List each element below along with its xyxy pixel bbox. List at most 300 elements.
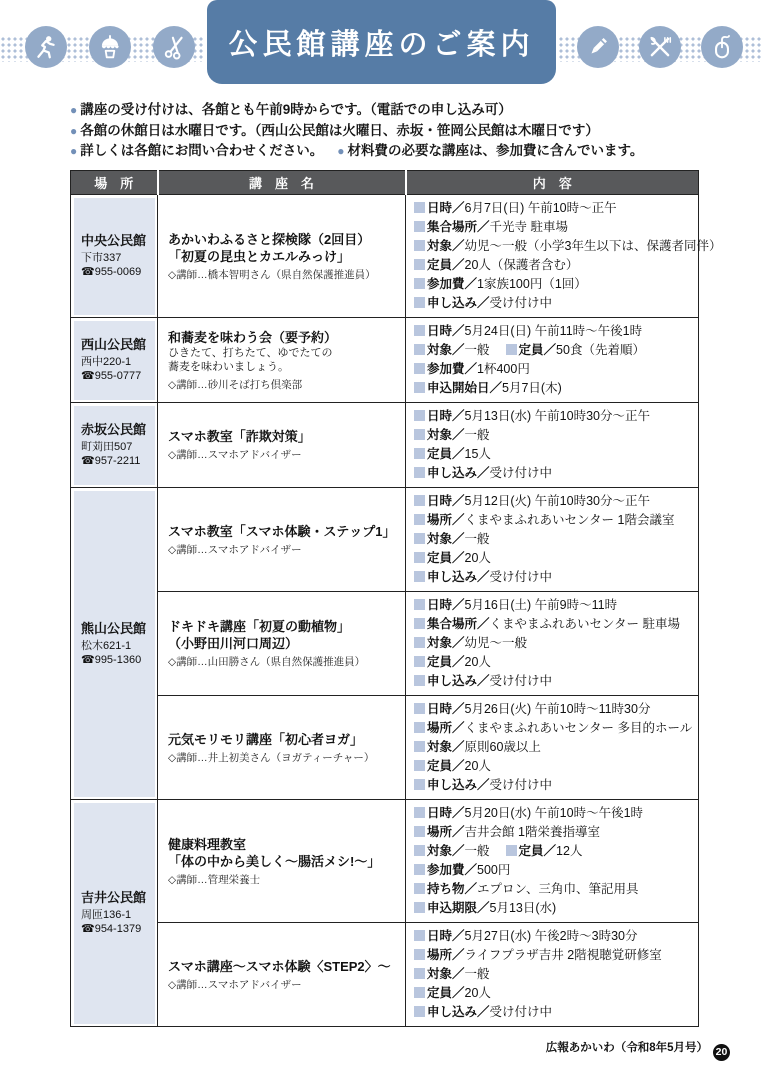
course-lecturer: ◇講師…スマホアドバイザー (168, 543, 302, 556)
square-bullet-icon (414, 930, 425, 941)
detail-label: 対象／ (427, 844, 465, 858)
square-bullet-icon (414, 514, 425, 525)
intro-line-2 (70, 121, 700, 142)
detail-label: 対象／ (427, 967, 465, 981)
square-bullet-icon (414, 344, 425, 355)
detail-item (414, 825, 600, 839)
detail-value: 20人 (464, 986, 491, 1000)
column-header-course: 講 座 名 (158, 171, 406, 195)
detail-label: 申し込み／ (427, 296, 490, 310)
detail-label: 定員／ (427, 655, 465, 669)
detail-label: 定員／ (427, 258, 465, 272)
detail-label: 集合場所／ (427, 617, 490, 631)
location-info (74, 886, 154, 940)
pencil-icon (577, 26, 619, 68)
square-bullet-icon (506, 344, 517, 355)
location-phone: ☎995-1360 (81, 653, 142, 666)
detail-value: くまやまふれあいセンター 多目的ホール (464, 721, 693, 735)
detail-value: 5月13日(水) (489, 901, 557, 915)
detail-label: 定員／ (427, 759, 465, 773)
detail-value: 5月16日(土) 午前9時～11時 (464, 598, 618, 612)
detail-value: 受け付け中 (489, 466, 553, 480)
detail-item (414, 674, 552, 688)
detail-line (414, 1003, 694, 1022)
detail-label: 参加費／ (427, 362, 478, 376)
detail-item (414, 362, 530, 376)
detail-line (414, 615, 694, 634)
square-bullet-icon (414, 675, 425, 686)
course-row (71, 800, 699, 923)
detail-item (414, 702, 650, 716)
detail-label: 定員／ (427, 447, 465, 461)
square-bullet-icon (414, 845, 425, 856)
detail-line (414, 294, 694, 313)
detail-value: 20人 (464, 759, 491, 773)
detail-line (414, 880, 694, 899)
detail-item (414, 277, 587, 291)
detail-label: 対象／ (427, 239, 465, 253)
course-lecturer: ◇講師…スマホアドバイザー (168, 449, 302, 461)
location-phone: ☎954-1379 (81, 923, 142, 935)
detail-value: 一般 (464, 343, 490, 357)
detail-item (414, 343, 490, 357)
detail-item (506, 844, 583, 858)
square-bullet-icon (414, 779, 425, 790)
detail-line (414, 237, 722, 256)
detail-item (506, 343, 645, 357)
course-row (71, 696, 699, 800)
square-bullet-icon (414, 637, 425, 648)
course-cell (158, 195, 406, 318)
detail-item (414, 551, 491, 565)
page-footer (0, 1039, 730, 1061)
location-name: 吉井公民館 (81, 890, 147, 905)
location-cell (71, 488, 158, 800)
detail-label: 集合場所／ (427, 220, 490, 234)
course-title: あかいわふるさと探検隊（2回目） (168, 231, 371, 247)
square-bullet-icon (414, 722, 425, 733)
detail-item (414, 844, 490, 858)
detail-item (414, 324, 642, 338)
square-bullet-icon (414, 533, 425, 544)
detail-value: ライフプラザ吉井 2階視聴覚研修室 (464, 948, 662, 962)
intro-text-3b: 材料費の必要な講座は、参加費に含んでいます。 (347, 143, 644, 158)
detail-line (414, 861, 694, 880)
detail-value: 20人（保護者含む） (464, 258, 579, 272)
course-title: ドキドキ講座「初夏の動植物」 (168, 619, 351, 634)
detail-value: 受け付け中 (489, 570, 553, 584)
intro-text-2: 各館の休館日は水曜日です。（西山公民館は火曜日、赤坂・笹岡公民館は木曜日です） (80, 122, 599, 138)
detail-value: 幼児～一般 (464, 636, 528, 650)
detail-item (414, 409, 650, 423)
intro-notes (70, 100, 700, 162)
detail-item (414, 201, 617, 215)
course-lecturer: ◇講師…砂川そば打ち倶楽部 (168, 378, 303, 391)
detail-line (414, 464, 694, 483)
detail-item (414, 428, 490, 442)
detail-item (414, 617, 680, 631)
detail-line (414, 700, 694, 719)
detail-line (414, 199, 694, 218)
location-cell (71, 195, 158, 318)
square-bullet-icon (414, 656, 425, 667)
intro-line-1 (70, 100, 700, 121)
detail-item (414, 513, 674, 527)
square-bullet-icon (506, 845, 517, 856)
round-bullet-icon: ● (70, 103, 78, 117)
square-bullet-icon (414, 883, 425, 894)
detail-item (414, 740, 541, 754)
square-bullet-icon (414, 987, 425, 998)
detail-line (414, 256, 694, 275)
detail-value: 一般 (464, 967, 490, 981)
detail-value: 5月20日(水) 午前10時～午後1時 (464, 806, 644, 820)
page-number-badge: 20 (713, 1044, 730, 1061)
square-bullet-icon (414, 382, 425, 393)
detail-value: 20人 (464, 655, 491, 669)
detail-item (414, 655, 491, 669)
detail-value: 1家族100円（1回） (477, 277, 587, 291)
detail-label: 場所／ (427, 513, 465, 527)
location-address: 西中220-1 (81, 356, 132, 368)
course-table-body (71, 195, 722, 1027)
course-row (71, 195, 699, 318)
detail-value: 5月12日(火) 午前10時30分～正午 (464, 494, 650, 508)
square-bullet-icon (414, 703, 425, 714)
detail-label: 申し込み／ (427, 1005, 490, 1019)
course-row (71, 923, 699, 1027)
course-cell (158, 696, 406, 800)
detail-label: 対象／ (427, 343, 465, 357)
detail-label: 対象／ (427, 532, 465, 546)
detail-item (414, 296, 552, 310)
location-name: 西山公民館 (81, 337, 147, 352)
content-cell (406, 195, 722, 318)
mouse-icon (701, 26, 743, 68)
detail-value: 受け付け中 (489, 1005, 553, 1019)
location-address: 町苅田507 (81, 441, 133, 453)
detail-line (414, 341, 694, 360)
column-header-place: 場 所 (71, 171, 158, 195)
detail-label: 日時／ (427, 324, 465, 338)
detail-label: 参加費／ (427, 277, 478, 291)
location-name: 中央公民館 (81, 233, 147, 248)
detail-item (414, 381, 562, 395)
location-info (74, 229, 154, 283)
square-bullet-icon (414, 467, 425, 478)
square-bullet-icon (414, 552, 425, 563)
detail-line (414, 549, 694, 568)
detail-value: 1杯400円 (477, 362, 530, 376)
detail-line (414, 757, 694, 776)
detail-line (414, 218, 694, 237)
course-table (70, 170, 722, 1027)
square-bullet-icon (414, 278, 425, 289)
detail-line (414, 360, 694, 379)
detail-value: 一般 (464, 428, 490, 442)
square-bullet-icon (414, 259, 425, 270)
detail-value: 一般 (464, 844, 490, 858)
square-bullet-icon (414, 741, 425, 752)
location-info (74, 617, 154, 671)
location-phone: ☎955-0069 (81, 266, 142, 278)
detail-line (414, 634, 694, 653)
detail-value: 幼児～一般（小学3年生以下は、保護者同伴） (464, 239, 722, 253)
square-bullet-icon (414, 297, 425, 308)
course-title: 和蕎麦を味わう会（要予約） (168, 329, 338, 345)
content-cell (406, 923, 699, 1027)
detail-label: 対象／ (427, 636, 465, 650)
square-bullet-icon (414, 760, 425, 771)
square-bullet-icon (414, 968, 425, 979)
detail-label: 対象／ (427, 740, 465, 754)
detail-item (414, 636, 527, 650)
detail-item (414, 532, 490, 546)
detail-item (414, 948, 662, 962)
detail-value: くまやまふれあいセンター 1階会議室 (464, 513, 675, 527)
course-title: 「初夏の昆虫とカエルみっけ」 (168, 248, 351, 264)
detail-line (414, 322, 694, 341)
detail-label: 日時／ (427, 598, 465, 612)
course-lecturer: ◇講師…山田勝さん（県自然保護推進員） (168, 656, 366, 668)
content-cell (406, 800, 699, 923)
course-row (71, 403, 699, 488)
content-cell (406, 403, 699, 488)
course-cell (158, 403, 406, 488)
detail-line (414, 776, 694, 795)
cupcake-icon (89, 26, 131, 68)
course-title: 健康料理教室 (168, 836, 247, 852)
course-title: スマホ教室「詐欺対策」 (168, 429, 311, 444)
square-bullet-icon (414, 495, 425, 506)
detail-value: 12人 (556, 844, 583, 858)
detail-label: 申込期限／ (427, 901, 490, 915)
detail-label: 場所／ (427, 948, 465, 962)
detail-value: 原則60歳以上 (464, 740, 541, 754)
detail-line (414, 842, 694, 861)
square-bullet-icon (414, 325, 425, 336)
detail-label: 日時／ (427, 494, 465, 508)
detail-item (414, 239, 721, 253)
page-title: 公民館講座のご案内 (228, 28, 535, 61)
location-name: 赤坂公民館 (81, 422, 147, 437)
detail-label: 申し込み／ (427, 570, 490, 584)
course-title: スマホ講座～スマホ体験〈STEP2〉～ (168, 958, 391, 974)
location-info (74, 418, 154, 472)
content-cell (406, 318, 699, 403)
course-row (71, 592, 699, 696)
location-cell (71, 318, 158, 403)
course-description: ひきたて、打ちたて、ゆでたての (168, 346, 333, 359)
detail-label: 場所／ (427, 825, 465, 839)
detail-label: 日時／ (427, 806, 465, 820)
location-name: 熊山公民館 (81, 620, 147, 636)
detail-value: くまやまふれあいセンター 駐車場 (489, 617, 680, 631)
detail-item (414, 1005, 552, 1019)
intro-text-1: 講座の受け付けは、各館とも午前9時からです。（電話での申し込み可） (80, 102, 512, 117)
location-info (74, 333, 154, 387)
course-row (71, 318, 699, 403)
course-cell (158, 318, 406, 403)
detail-label: 申し込み／ (427, 778, 490, 792)
cutlery-icon (639, 26, 681, 68)
detail-value: 6月7日(日) 午前10時～正午 (464, 201, 617, 215)
detail-label: 参加費／ (427, 863, 478, 877)
detail-line (414, 445, 694, 464)
detail-item (414, 929, 637, 943)
detail-value: 50食（先着順） (556, 343, 645, 357)
square-bullet-icon (414, 618, 425, 629)
detail-line (414, 530, 694, 549)
detail-item (414, 986, 491, 1000)
detail-value: 5月7日(木) (502, 381, 562, 395)
detail-line (414, 653, 694, 672)
course-lecturer: ◇講師…橋本智明さん（県自然保護推進員） (168, 268, 376, 281)
detail-item (414, 494, 650, 508)
detail-item (414, 721, 692, 735)
course-title: スマホ教室「スマホ体験・ステップ1」 (168, 523, 396, 539)
location-address: 周匝136-1 (81, 909, 132, 921)
detail-item (414, 967, 490, 981)
detail-item (414, 863, 510, 877)
detail-line (414, 426, 694, 445)
square-bullet-icon (414, 410, 425, 421)
course-cell (158, 488, 406, 592)
content-cell (406, 488, 699, 592)
detail-value: 一般 (464, 532, 490, 546)
detail-label: 定員／ (518, 844, 557, 858)
course-lecturer: ◇講師…管理栄養士 (168, 873, 261, 886)
detail-line (414, 927, 694, 946)
detail-label: 対象／ (427, 428, 465, 442)
detail-item (414, 466, 552, 480)
course-cell (158, 800, 406, 923)
detail-item (414, 901, 556, 915)
detail-value: 千光寺 駐車場 (489, 220, 568, 234)
detail-label: 日時／ (427, 702, 465, 716)
publication-name: 広報あかいわ（令和8年5月号） (545, 1042, 708, 1054)
scissors-icon (153, 26, 195, 68)
detail-line (414, 407, 694, 426)
round-bullet-icon: ● (337, 144, 345, 158)
detail-label: 申し込み／ (427, 466, 490, 480)
detail-label: 定員／ (518, 343, 557, 357)
title-banner (207, 0, 556, 84)
table-header-row (71, 171, 699, 195)
detail-line (414, 984, 694, 1003)
square-bullet-icon (414, 429, 425, 440)
detail-label: 日時／ (427, 409, 465, 423)
detail-value: 受け付け中 (489, 674, 553, 688)
round-bullet-icon: ● (70, 144, 78, 158)
square-bullet-icon (414, 240, 425, 251)
square-bullet-icon (414, 864, 425, 875)
square-bullet-icon (414, 826, 425, 837)
detail-line (414, 568, 694, 587)
course-title: 元気モリモリ講座「初心者ヨガ」 (168, 731, 364, 747)
runner-icon (25, 26, 67, 68)
detail-value: 受け付け中 (489, 296, 553, 310)
detail-value: 5月13日(水) 午前10時30分～正午 (464, 409, 650, 423)
detail-item (414, 759, 491, 773)
detail-item (414, 570, 552, 584)
detail-line (414, 823, 694, 842)
location-address: 松木621-1 (81, 639, 132, 652)
detail-item (414, 220, 568, 234)
detail-value: 5月26日(火) 午前10時～11時30分 (464, 702, 651, 716)
detail-value: 5月27日(水) 午後2時～3時30分 (464, 929, 638, 943)
location-cell (71, 403, 158, 488)
detail-label: 申込開始日／ (427, 381, 503, 395)
detail-label: 定員／ (427, 551, 465, 565)
detail-line (414, 511, 694, 530)
square-bullet-icon (414, 448, 425, 459)
course-cell (158, 923, 406, 1027)
square-bullet-icon (414, 599, 425, 610)
location-phone: ☎955-0777 (81, 370, 142, 382)
course-lecturer: ◇講師…井上初美さん（ヨガティーチャー） (168, 751, 375, 764)
course-description: 蕎麦を味わいましょう。 (168, 361, 289, 373)
detail-line (414, 719, 694, 738)
detail-line (414, 738, 694, 757)
detail-line (414, 965, 694, 984)
square-bullet-icon (414, 807, 425, 818)
detail-label: 日時／ (427, 929, 465, 943)
detail-line (414, 379, 694, 398)
detail-label: 申し込み／ (427, 674, 490, 688)
detail-line (414, 946, 694, 965)
detail-item (414, 598, 617, 612)
square-bullet-icon (414, 571, 425, 582)
round-bullet-icon: ● (70, 123, 78, 138)
detail-label: 日時／ (427, 201, 465, 215)
detail-value: 吉井会館 1階栄養指導室 (464, 825, 600, 839)
detail-line (414, 672, 694, 691)
course-lecturer: ◇講師…スマホアドバイザー (168, 978, 302, 991)
detail-value: 受け付け中 (489, 778, 553, 792)
square-bullet-icon (414, 202, 425, 213)
detail-value: 5月24日(日) 午前11時～午後1時 (464, 324, 643, 338)
content-cell (406, 592, 699, 696)
location-address: 下市337 (81, 252, 122, 264)
detail-label: 場所／ (427, 721, 465, 735)
square-bullet-icon (414, 363, 425, 374)
detail-item (414, 778, 552, 792)
course-title: （小野田川河口周辺） (168, 636, 299, 651)
course-cell (158, 592, 406, 696)
intro-line-3 (70, 141, 700, 162)
intro-text-3a: 詳しくは各館にお問い合わせください。 (80, 143, 324, 158)
detail-value: エプロン、三角巾、筆記用具 (477, 882, 639, 896)
detail-label: 定員／ (427, 986, 465, 1000)
detail-value: 500円 (477, 863, 511, 877)
detail-item (414, 882, 639, 896)
location-phone: ☎957-2211 (81, 455, 141, 467)
location-cell (71, 800, 158, 1027)
square-bullet-icon (414, 949, 425, 960)
course-row (71, 488, 699, 592)
detail-line (414, 492, 694, 511)
course-title: 「体の中から美しく～腸活メシ!～」 (168, 853, 381, 869)
detail-line (414, 804, 694, 823)
column-header-content: 内 容 (406, 171, 699, 195)
detail-line (414, 275, 694, 294)
detail-item (414, 447, 491, 461)
detail-line (414, 596, 694, 615)
detail-value: 15人 (464, 447, 491, 461)
detail-label: 持ち物／ (427, 882, 478, 896)
content-cell (406, 696, 699, 800)
